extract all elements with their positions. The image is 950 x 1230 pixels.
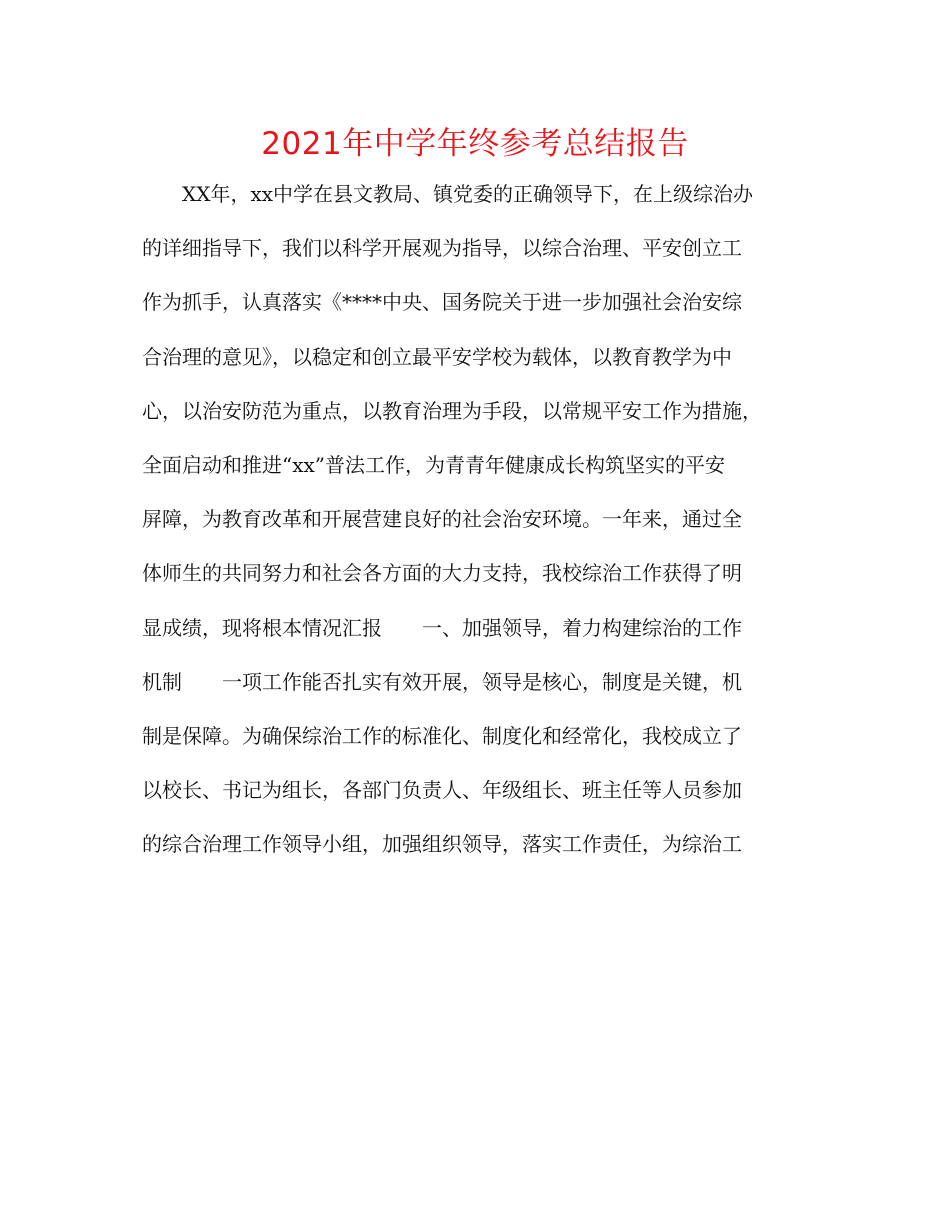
body-line: 制是保障。为确保综治工作的标准化、制度化和经常化，我校成立了 (142, 723, 742, 748)
body-line: 显成绩，现将根本情况汇报 一、加强领导，着力构建综治的工作 (142, 615, 742, 640)
body-line: 屏障，为教育改革和开展营建良好的社会治安环境。一年来，通过全 (142, 507, 742, 532)
body-line: 合治理的意见》，以稳定和创立最平安学校为载体，以教育教学为中 (142, 344, 732, 369)
body-line: 以校长、书记为组长，各部门负责人、年级组长、班主任等人员参加 (142, 778, 742, 803)
body-line: XX年，xx中学在县文教局、镇党委的正确领导下，在上级综治办 (142, 182, 754, 206)
body-line: 体师生的共同努力和社会各方面的大力支持，我校综治工作获得了明 (142, 561, 742, 586)
body-line: 心，以治安防范为重点，以教育治理为手段，以常规平安工作为措施， (142, 398, 762, 423)
document-body (142, 176, 812, 880)
body-line: 机制 一项工作能否扎实有效开展，领导是核心，制度是关键，机 (142, 669, 742, 694)
body-line: 的综合治理工作领导小组，加强组织领导，落实工作责任，为综治工 (142, 832, 742, 857)
body-line: 的详细指导下，我们以科学开展观为指导，以综合治理、平安创立工 (142, 236, 742, 261)
body-line: 全面启动和推进“xx”普法工作，为青青年健康成长构筑坚实的平安 (142, 452, 726, 477)
document-title: 2021年中学年终参考总结报告 (261, 126, 689, 162)
body-line: 作为抓手，认真落实《****中央、国务院关于进一步加强社会治安综 (142, 290, 742, 315)
